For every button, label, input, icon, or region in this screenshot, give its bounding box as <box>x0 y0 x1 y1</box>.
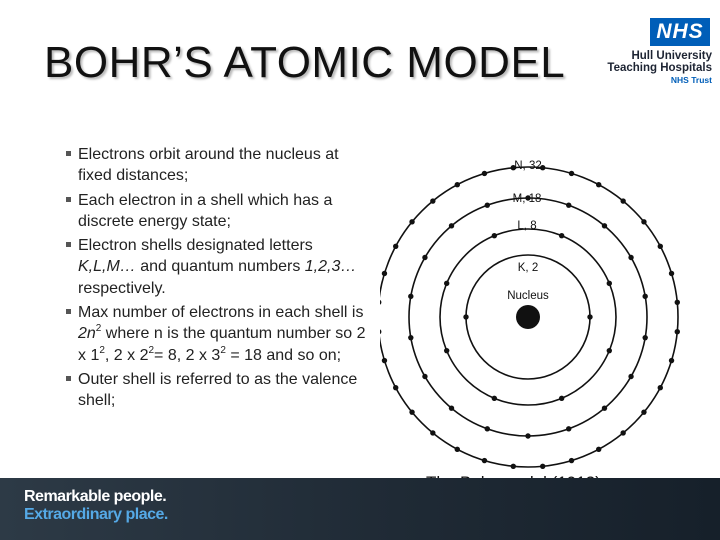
electron <box>444 348 449 353</box>
bullet-text: K,L,M… <box>78 258 141 276</box>
bullet-text: Each electron in a shell which has a discrete energy state; <box>78 191 333 230</box>
electron <box>492 396 497 401</box>
bohr-diagram <box>380 150 680 470</box>
electron <box>540 464 545 469</box>
electron <box>382 271 387 276</box>
nucleus <box>516 305 540 329</box>
logo-text <box>607 50 712 86</box>
shell-label: M, 18 <box>512 193 542 205</box>
electron <box>482 171 487 176</box>
electron <box>559 233 564 238</box>
electron <box>422 374 427 379</box>
electron <box>566 202 571 207</box>
logo-line-3: NHS Trust <box>670 75 712 85</box>
electron <box>444 281 449 286</box>
bullet-item <box>64 144 370 187</box>
electron <box>393 244 398 249</box>
nucleus-label: Nucleus <box>507 290 549 302</box>
bullet-text: Electrons orbit around the nucleus at fixed distances; <box>78 146 339 185</box>
bullet-text: 2 <box>148 344 155 356</box>
electron <box>430 430 435 435</box>
bullet-text: 2n <box>78 325 96 343</box>
footer-banner <box>0 478 720 540</box>
electron <box>602 405 607 410</box>
electron <box>596 182 601 187</box>
bullet-text: 2 <box>95 323 102 335</box>
bullet-item <box>64 190 370 233</box>
electron <box>559 396 564 401</box>
electron <box>669 271 674 276</box>
electron <box>482 458 487 463</box>
electron <box>607 281 612 286</box>
electron <box>620 198 625 203</box>
electron <box>485 202 490 207</box>
footer-tagline-2: Extraordinary place. <box>24 506 168 523</box>
bohr-diagram-svg <box>380 150 680 470</box>
electron <box>641 409 646 414</box>
shell-label: N, 32 <box>514 160 542 172</box>
electron <box>380 300 381 305</box>
electron <box>463 314 468 319</box>
electron <box>409 409 414 414</box>
bullet-item <box>64 302 370 366</box>
electron <box>409 219 414 224</box>
electron <box>393 385 398 390</box>
electron <box>669 358 674 363</box>
electron <box>641 219 646 224</box>
slide-title: BOHR’S ATOMIC MODEL <box>44 38 566 87</box>
electron <box>642 294 647 299</box>
bullet-text: Max number of electrons in each shell is <box>78 304 364 322</box>
bullet-text: and quantum numbers <box>140 258 305 276</box>
electron <box>596 447 601 452</box>
logo-line-2: Teaching Hospitals <box>607 62 712 74</box>
bullet-text: 2 <box>99 344 105 356</box>
electron <box>566 426 571 431</box>
electron <box>408 294 413 299</box>
electron <box>587 314 592 319</box>
electron <box>569 458 574 463</box>
electron <box>569 171 574 176</box>
bullet-text: Outer shell is referred to as the valence shell; <box>78 370 358 410</box>
shell-label: K, 2 <box>517 262 539 274</box>
electron <box>455 447 460 452</box>
electron <box>675 329 680 334</box>
bullet-text: = 18 and so on; <box>225 346 342 364</box>
electron <box>449 223 454 228</box>
electron <box>430 198 435 203</box>
electron <box>628 374 633 379</box>
bullet-text: 1,2,3… <box>304 258 357 276</box>
bullet-text: 2 <box>220 344 226 356</box>
electron <box>642 335 647 340</box>
bullet-list <box>64 144 370 415</box>
electron <box>525 433 530 438</box>
electron <box>658 244 663 249</box>
electron <box>658 385 663 390</box>
bullet-text: , 2 x 2 <box>104 346 149 364</box>
electron <box>628 255 633 260</box>
electron <box>620 430 625 435</box>
electron <box>492 233 497 238</box>
footer-tagline-1: Remarkable people. <box>24 488 167 505</box>
electron <box>485 426 490 431</box>
bullet-text: where n is the quantum number so 2 x 1 <box>78 325 366 364</box>
electron <box>380 329 381 334</box>
electron <box>675 300 680 305</box>
electron <box>607 348 612 353</box>
bullet-item <box>64 369 370 412</box>
logo-line-1: Hull University <box>631 50 712 62</box>
nhs-trust-logo <box>598 18 716 88</box>
electron <box>511 464 516 469</box>
bullet-text: respectively. <box>78 279 166 297</box>
shell-label: L, 8 <box>517 220 537 232</box>
electron <box>422 255 427 260</box>
electron <box>382 358 387 363</box>
electron <box>449 405 454 410</box>
electron <box>408 335 413 340</box>
electron <box>602 223 607 228</box>
bullet-item <box>64 235 370 299</box>
bullet-text: Electron shells designated letters <box>78 237 313 255</box>
electron <box>455 182 460 187</box>
bullet-text: = 8, 2 x 3 <box>154 346 221 364</box>
nhs-logo-mark: NHS <box>650 18 710 46</box>
